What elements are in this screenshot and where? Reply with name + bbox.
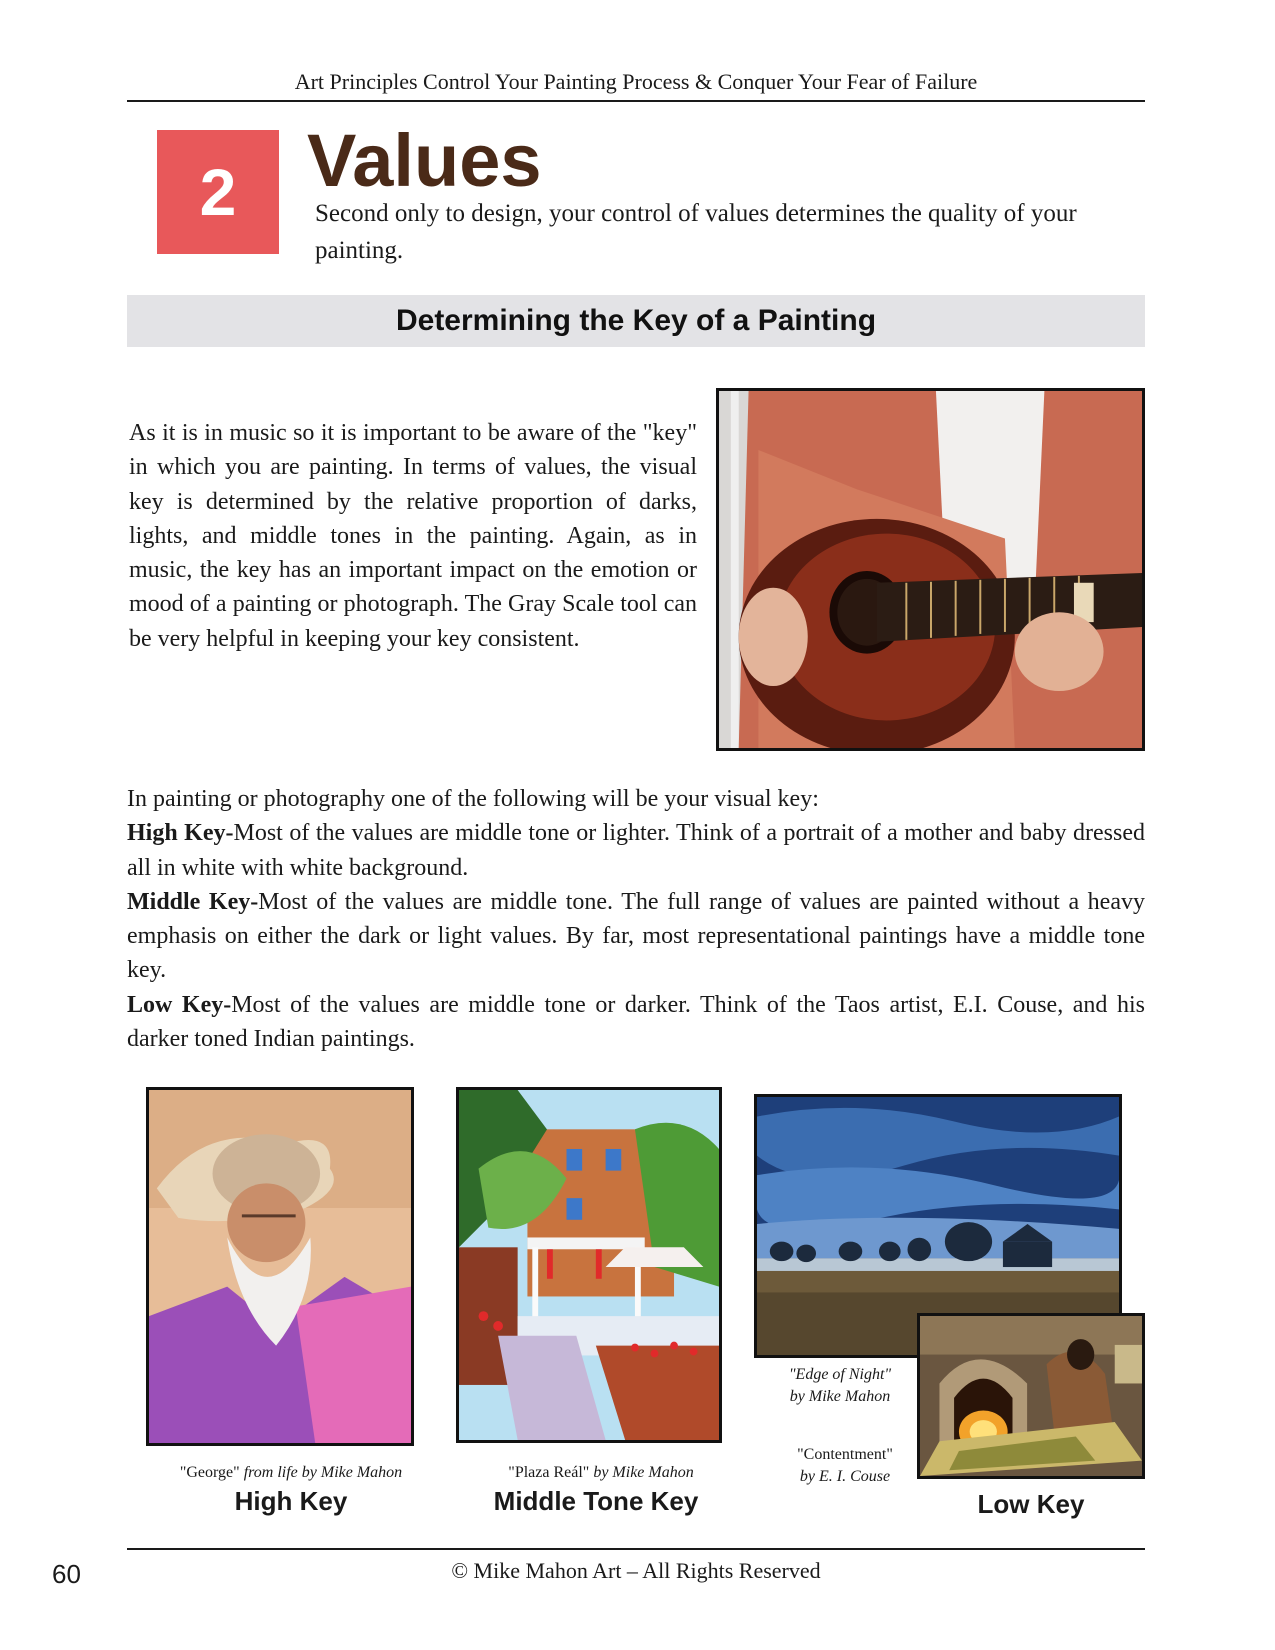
middle-key-text: Most of the values are middle tone. The full range of values are painted without a heavy emphasis on either the dark or light values. By far, most representational paintings have a middle tone key.	[127, 888, 1145, 984]
plaza-title: "Plaza Reál"	[508, 1464, 590, 1481]
footer-rule	[127, 1548, 1145, 1550]
chapter-intro: Second only to design, your control of values determines the quality of your painting.	[315, 200, 1077, 264]
chapter-title: Values	[307, 119, 542, 202]
high-key-text: Most of the values are middle tone or lighter. Think of a portrait of a mother and baby dressed all in white with white background.	[127, 820, 1146, 881]
contentment-title: "Contentment"	[797, 1446, 893, 1463]
page-number: 60	[52, 1559, 81, 1589]
section-heading: Determining the Key of a Painting	[127, 295, 1145, 347]
low-key-label: Low Key	[977, 1489, 1085, 1519]
george-painting	[146, 1087, 414, 1446]
middle-key-term: Middle Key-	[127, 888, 259, 915]
edge-credit: by Mike Mahon	[789, 1388, 891, 1405]
contentment-credit: by E. I. Couse	[799, 1468, 891, 1485]
guitar-photo	[716, 388, 1145, 751]
chapter-number-box: 2	[157, 130, 279, 254]
footer-copyright: © Mike Mahon Art – All Rights Reserved	[451, 1558, 821, 1583]
keys-description	[127, 782, 1145, 1056]
low-key-text: Most of the values are middle tone or darker. Think of the Taos artist, E.I. Couse, and his darker toned Indian paintings.	[127, 991, 1145, 1053]
low-key-definition	[127, 988, 1145, 1057]
intro-paragraph: As it is in music so it is important to be aware of the "key" in which you are painting. In terms of values, the visual key is determined by the relative proportion of darks, lights, and middle tones in the painting. Again, as in music, the key has an important impact on the emotion or mood of a painting or photograph. The Gray Scale tool can be very helpful in keeping your key consistent.	[129, 420, 697, 652]
plaza-real-painting	[456, 1087, 722, 1443]
contentment-caption	[780, 1444, 910, 1488]
edge-title: "Edge of Night"	[788, 1366, 892, 1383]
running-header: Art Principles Control Your Painting Process & Conquer Your Fear of Failure	[127, 68, 1145, 102]
contentment-painting	[917, 1313, 1145, 1479]
plaza-caption	[456, 1462, 746, 1484]
george-caption	[146, 1462, 436, 1484]
edge-caption	[770, 1364, 910, 1408]
low-key-term: Low Key-	[127, 991, 232, 1018]
george-credit: from life by Mike Mahon	[243, 1464, 403, 1481]
middle-key-definition	[127, 885, 1145, 988]
plaza-credit: by Mike Mahon	[593, 1464, 694, 1481]
middle-tone-key-label: Middle Tone Key	[493, 1486, 699, 1516]
keys-intro: In painting or photography one of the following will be your visual key:	[127, 786, 819, 812]
high-key-definition	[127, 816, 1145, 885]
george-title: "George"	[179, 1464, 240, 1481]
high-key-term: High Key-	[127, 820, 234, 847]
high-key-label: High Key	[234, 1486, 348, 1516]
